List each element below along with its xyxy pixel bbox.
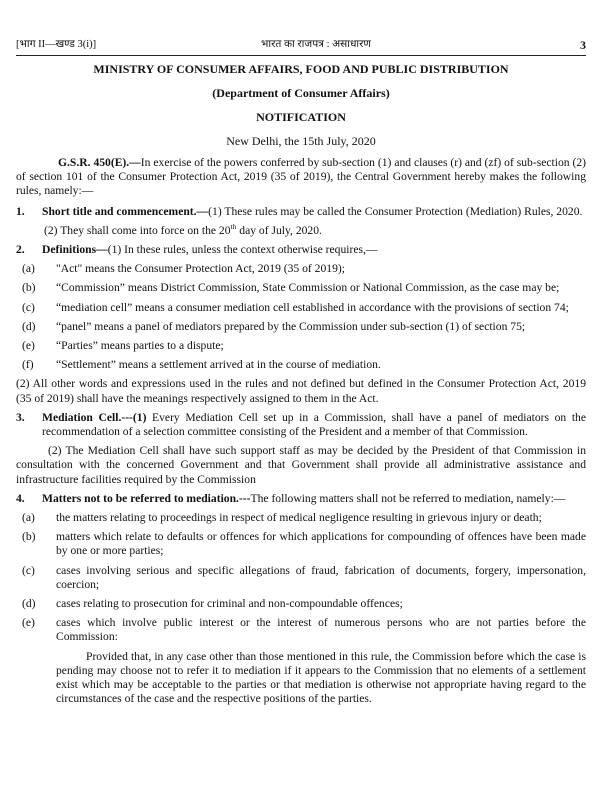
rule-1	[16, 205, 586, 219]
clause-a	[16, 511, 586, 525]
clause-text: cases which involve public interest or the interest of numerous persons who are not parties before the Commission:	[56, 616, 586, 644]
sub-text: (2) They shall come into force on the 20	[44, 223, 231, 237]
clause-b	[16, 281, 586, 295]
header-part: [भाग II—खण्ड 3(i)]	[16, 38, 97, 50]
rule-text: (1) In these rules, unless the context otherwise requires,—	[107, 243, 378, 257]
clause-label: (d)	[22, 319, 36, 333]
clause-text: “panel” means a panel of mediators prepared by the Commission under sub-section (1) of section 75;	[56, 319, 526, 333]
rule-1-sub-2	[16, 221, 586, 238]
clause-d	[16, 320, 586, 334]
clause-text: cases relating to prosecution for criminal and non-compoundable offences;	[56, 597, 403, 611]
rule-number: 1.	[16, 204, 25, 218]
clause-label: (b)	[22, 281, 36, 295]
rule-heading: Mediation Cell.---(1)	[42, 410, 147, 424]
clause-text: "Act" means the Consumer Protection Act, 2019 (35 of 2019);	[56, 262, 345, 276]
clause-label: (e)	[22, 339, 35, 353]
rule-number: 4.	[16, 491, 25, 505]
rule-3-sub-2: (2) The Mediation Cell shall have such support staff as may be decided by the President of that Commission in consultation with the concerned Government and that Government shall provide all administrative assistance and infrastructure facilities required by the Commission	[16, 444, 586, 486]
rule-number: 3.	[16, 410, 25, 424]
rule-text: (1) These rules may be called the Consumer Protection (Mediation) Rules, 2020.	[208, 204, 583, 218]
clause-text: “Settlement” means a settlement arrived at in the course of mediation.	[56, 358, 381, 372]
clause-label: (c)	[22, 300, 35, 314]
clause-label: (d)	[22, 597, 36, 611]
rule-heading: Definitions—	[42, 243, 108, 257]
rule-heading: Matters not to be referred to mediation.---	[42, 491, 251, 505]
page-number: 3	[580, 37, 586, 52]
clause-text: matters which relate to defaults or offences for which applications for compounding of offences have been made by one or more parties;	[56, 530, 586, 558]
header-divider	[16, 55, 586, 56]
clause-e	[16, 339, 586, 353]
sub-text-end: day of July, 2020.	[236, 223, 322, 237]
preamble	[16, 156, 586, 199]
clause-label: (a)	[22, 262, 35, 276]
ministry-title: MINISTRY OF CONSUMER AFFAIRS, FOOD AND PUBLIC DISTRIBUTION	[93, 62, 509, 76]
preamble-text: In exercise of the powers conferred by sub-section (1) and clauses (r) and (zf) of sub-section (2) of section 101 of the Consumer Protection Act, 2019 (35 of 2019), the Central Government hereby makes the following rules, namely:—	[16, 156, 586, 198]
notification-title: NOTIFICATION	[256, 110, 346, 124]
clause-text: “Commission” means District Commission, State Commission or National Commission, as the case may be;	[56, 281, 560, 295]
rule-3	[16, 411, 586, 439]
clause-d	[16, 597, 586, 611]
place-date: New Delhi, the 15th July, 2020	[226, 134, 376, 148]
clause-e	[16, 616, 586, 644]
clause-label: (c)	[22, 563, 35, 577]
clause-text: “Parties” means parties to a dispute;	[56, 339, 224, 353]
header-title: भारत का राजपत्र : असाधारण	[260, 38, 372, 50]
department-title: (Department of Consumer Affairs)	[212, 86, 390, 100]
clause-c	[16, 564, 586, 592]
clause-label: (a)	[22, 511, 35, 525]
page-header	[16, 38, 586, 52]
clause-f	[16, 358, 586, 372]
clause-text: “mediation cell” means a consumer mediation cell established in accordance with the provisions of section 74;	[56, 300, 569, 314]
rule-text: Every Mediation Cell set up in a Commission, shall have a panel of mediators on the recommendation of a selection committee consisting of the President and a member of that Commission.	[42, 410, 586, 439]
document-body	[16, 62, 586, 707]
clause-label: (f)	[22, 358, 34, 372]
clause-label: (b)	[22, 530, 36, 544]
clause-label: (e)	[22, 616, 35, 630]
clause-a	[16, 262, 586, 276]
rule-heading: Short title and commencement.—	[42, 204, 209, 218]
clause-b	[16, 530, 586, 558]
superscript: th	[230, 221, 237, 231]
rule-text: The following matters shall not be referred to mediation, namely:—	[250, 491, 566, 505]
rule-2	[16, 243, 586, 257]
proviso: Provided that, in any case other than those mentioned in this rule, the Commission before which the case is pending may choose not to refer it to mediation if it appears to the Commission that no elements of a settlement exist which may be acceptable to the parties or that mediation is otherwise not appropriate having regard to the circumstances of the case and the respective positions of the parties.	[56, 649, 586, 706]
clause-text: cases involving serious and specific allegations of fraud, fabrication of documents, forgery, impersonation, coercion;	[56, 563, 586, 591]
rule-4	[16, 492, 586, 506]
gsr-number: G.S.R. 450(E).—	[58, 156, 141, 169]
rule-number: 2.	[16, 243, 25, 257]
rule-2-sub-2: (2) All other words and expressions used in the rules and not defined but defined in the Consumer Protection Act, 2019 (35 of 2019) shall have the meanings respectively assigned to them in the Act.	[16, 377, 586, 405]
clause-text: the matters relating to proceedings in respect of medical negligence resulting in grievous injury or death;	[56, 511, 542, 525]
clause-c	[16, 301, 586, 315]
